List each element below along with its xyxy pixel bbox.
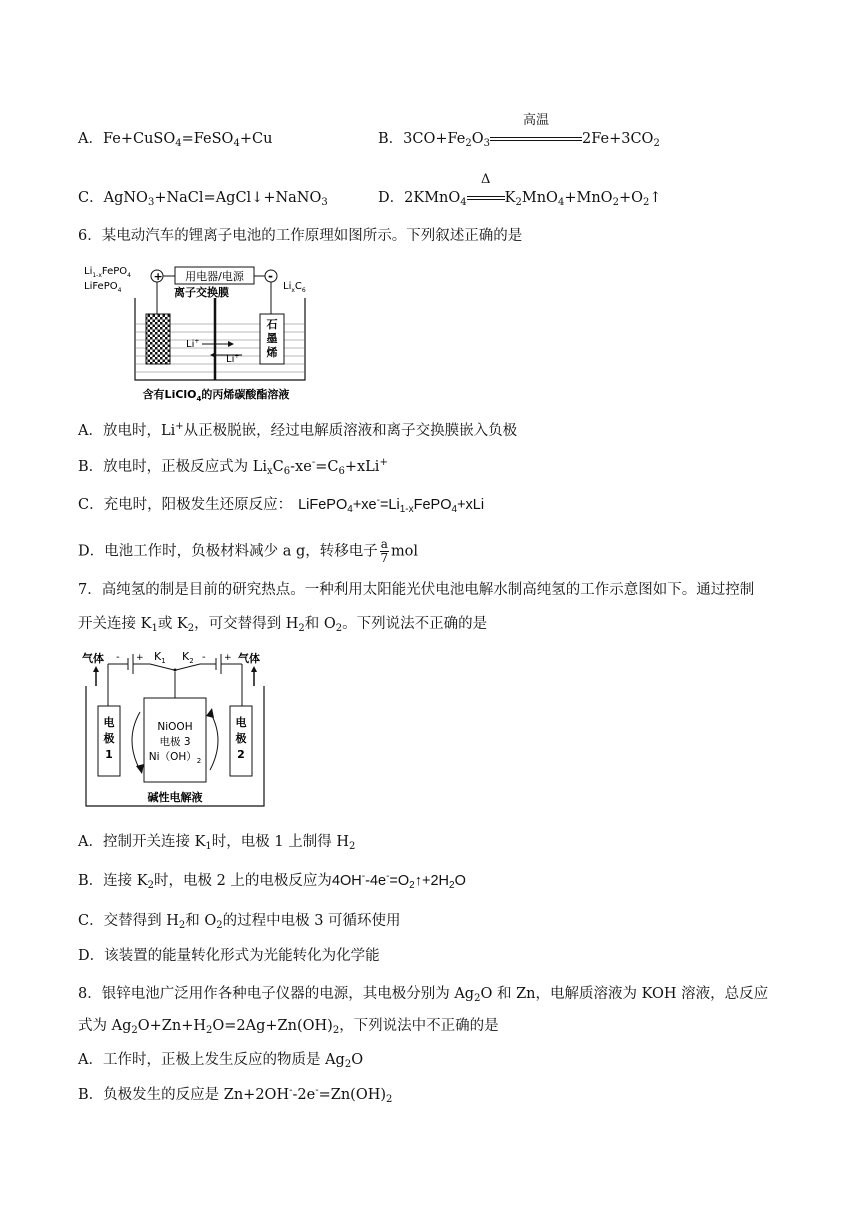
device-label: 用电器/电源 (185, 270, 244, 283)
svg-text:NiOOH: NiOOH (157, 721, 193, 733)
svg-text:极: 极 (103, 732, 115, 745)
q5-option-a: A．Fe+CuSO$_4$=FeSO$_4$+Cu (78, 131, 273, 149)
svg-text:+: + (136, 653, 144, 663)
svg-text:极: 极 (235, 732, 247, 745)
label-lifepo4: LiFePO$_4$ (84, 281, 122, 294)
battery-diagram (80, 262, 320, 404)
k2-label: $K_2$ (182, 650, 194, 665)
curved-arrow-left (132, 712, 140, 770)
svg-text:-: - (202, 652, 206, 663)
q8-stem-line2: 式为 $Ag_2O+Zn+H_2O=2Ag+Zn(OH)_2$，下列说法中不正确的是 (78, 1018, 499, 1036)
q7-option-c: C．交替得到 $H_2$和 $O_2$的过程中电极 3 可循环使用 (78, 913, 401, 931)
svg-text:墨: 墨 (266, 332, 278, 345)
condition-heat: Δ (467, 188, 505, 208)
q7-option-a: A．控制开关连接 $K_1$时，电极 1 上制得 $H_2$ (78, 834, 356, 852)
q6-stem: 6．某电动汽车的锂离子电池的工作原理如图所示。下列叙述正确的是 (78, 228, 523, 244)
arrow-right (228, 341, 234, 347)
gas-right-label: 气体 (238, 652, 260, 665)
membrane-label: 离子交换膜 (174, 286, 229, 299)
svg-text:2: 2 (237, 748, 245, 761)
svg-text:-: - (116, 652, 120, 663)
fraction-a-over-7: $\frac{a}{7}$ (380, 537, 389, 565)
q7-stem-line2: 开关连接 $K_1$或 $K_2$，可交替得到 $H_2$和 $O_2$。下列说法不正确的是 (78, 616, 488, 634)
lifepo4-electrode (146, 314, 170, 364)
minus-sign: - (268, 269, 273, 283)
q5-option-c: C．AgNO$_3$+NaCl=AgCl↓+NaNO$_3$ (78, 190, 328, 208)
q5-option-b: B．$3CO+Fe_2O_3$ 高温 $2Fe+3CO_2$ (378, 113, 660, 149)
alkaline-electrolyte-label: 碱性电解液 (147, 791, 203, 804)
label-li1-xfepo4: $Li_{1-x}FePO_4$ (84, 266, 131, 279)
electrolysis-diagram (78, 646, 274, 814)
q6-option-a: A．放电时，Li+从正极脱嵌，经过电解质溶液和离子交换膜嵌入负极 (78, 421, 518, 439)
plus-sign: + (153, 270, 163, 283)
q5-option-d: D．2KMnO$_4$ Δ $K_2MnO_4+MnO_2+O_2↑$ (378, 172, 662, 208)
q6-option-d: D．电池工作时，负极材料减少 a g，转移电子 $\frac{a}{7}$ mol (78, 537, 419, 565)
q8-stem-line1: 8．银锌电池广泛用作各种电子仪器的电源，其电极分别为 $Ag_2O$ 和 Zn，电解质溶液为 KOH 溶液，总反应 (78, 986, 769, 1004)
q7-stem-line1: 7．高纯氢的制是目前的研究热点。一种利用太阳能光伏电池电解水制高纯氢的工作示意图如下。通过控制 (78, 582, 755, 598)
li-ion-label-1: Li+ (186, 338, 200, 350)
switch-k2 (176, 664, 200, 670)
q6-option-b: B．放电时，正极反应式为 $Li_xC_6-xe^-=C_6+xLi^+$ (78, 457, 388, 477)
condition-high-temp: 高温 (490, 129, 582, 149)
svg-text:电: 电 (235, 716, 247, 729)
label-lixc6: $Li_xC_6$ (283, 281, 306, 294)
q8-option-b: B．负极发生的反应是 $Zn+2OH^--2e^-=Zn(OH)_2$ (78, 1085, 393, 1105)
q8-option-a: A．工作时，正极上发生反应的物质是 $Ag_2O$ (78, 1052, 364, 1070)
svg-text:1: 1 (105, 748, 113, 761)
q7-option-b: B．连接 $K_2$时，电极 2 上的电极反应为$4OH^--4e^-=O_2↑+2H_2O$ (78, 871, 466, 891)
k1-label: $K_1$ (154, 650, 166, 665)
gas-left-label: 气体 (82, 652, 104, 665)
arrow-left (210, 352, 216, 358)
curved-arrow-right (210, 712, 218, 770)
svg-text:+: + (224, 653, 232, 663)
electrolyte-label: 含有LiClO$_4$的丙烯碳酸酯溶液 (142, 388, 290, 403)
q6-option-c: C．充电时，阳极发生还原反应： $LiFePO_4+xe^-=Li_{1-x}FePO_4+xLi$ (78, 495, 485, 515)
q7-option-d: D．该装置的能量转化形式为光能转化为化学能 (78, 948, 380, 964)
li-ion-label-2: Li+ (226, 353, 240, 365)
svg-text:Ni（OH）2: $Ni(OH)_2$ (148, 751, 202, 765)
svg-text:电极 3: 电极 3 (159, 736, 191, 748)
svg-text:电: 电 (103, 716, 115, 729)
svg-text:烯: 烯 (266, 346, 278, 359)
svg-text:石: 石 (266, 318, 278, 331)
